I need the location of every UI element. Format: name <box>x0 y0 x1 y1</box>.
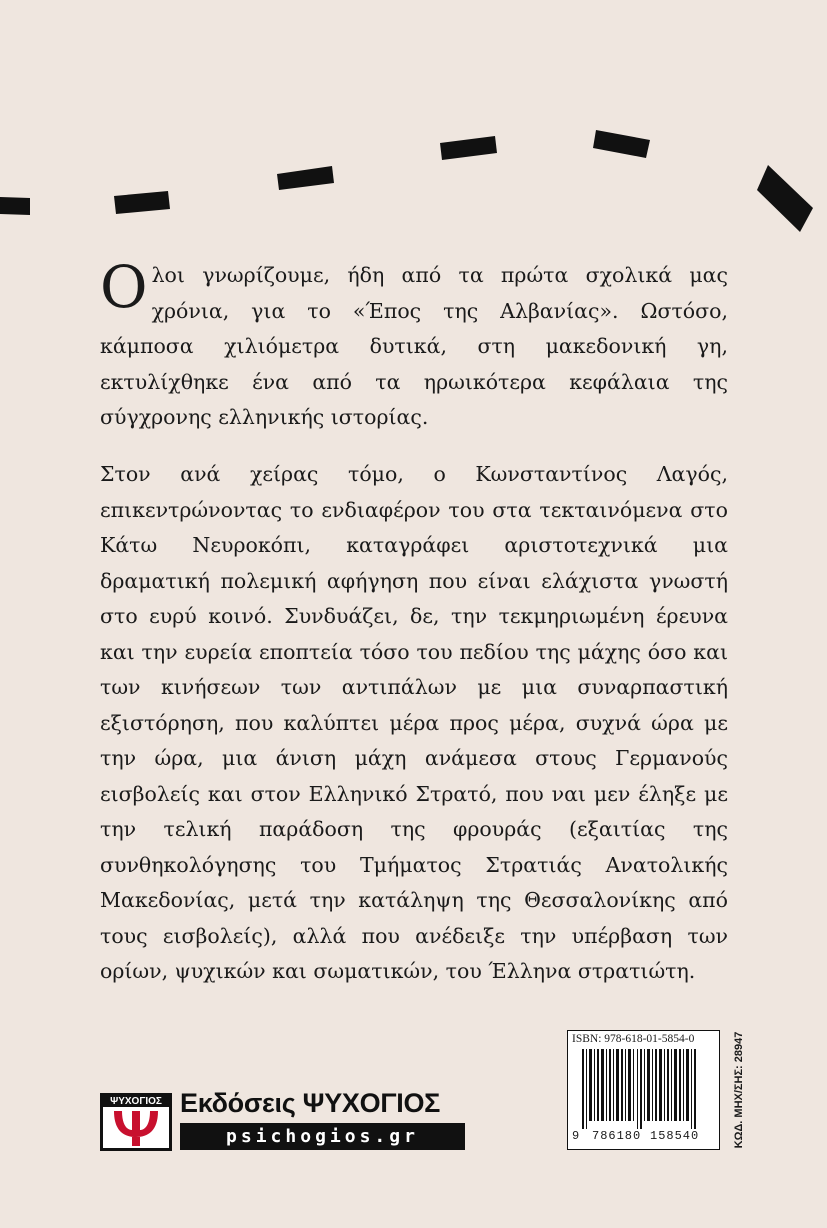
dash-2 <box>114 191 170 214</box>
publisher-logo-icon <box>100 1093 172 1151</box>
barcode-icon <box>572 1049 715 1129</box>
dash-5 <box>593 130 650 158</box>
publisher-name: Εκδόσεις ΨΥΧΟΓΙΟΣ <box>180 1088 441 1118</box>
dash-3 <box>277 166 334 190</box>
dashed-trail-decoration <box>0 0 827 260</box>
barcode-digits-left: 786180 <box>592 1129 642 1143</box>
drop-cap: Ο <box>100 253 148 321</box>
product-code-text: ΚΩΔ. ΜΗΧ/ΣΗΣ: 28947 <box>733 1031 745 1149</box>
dash-6 <box>757 165 813 232</box>
dash-4 <box>440 136 497 160</box>
dash-1 <box>0 197 30 215</box>
description-paragraph-2: Στον ανά χείρας τόμο, ο Κωνσταντίνος Λαγός, επικεντρώνοντας το ενδιαφέρον του στα τεκταινόμενα στο Κάτω Νευροκόπι, καταγράφει αριστοτεχνικά μια δραματική πολεμική αφήγηση που είναι ελάχιστα γνωστή στο ευρύ κοινό. Συνδυάζει, δε, την τεκμηριωμένη έρευνα και την ευρεία εποπτεία τόσο του πεδίου της μάχης όσο και των κινήσεων των αντιπάλων με μια συναρπαστική εξιστόρηση, που καλύπτει μέρα προς μέρα, συχνά ώρα με την ώρα, μια άνιση μάχη ανάμεσα στους Γερμανούς εισβολείς και στον Ελληνικό Στρατό, που ναι μεν έληξε με την τελική παράδοση της φρουράς (εξαιτίας της συνθηκολόγησης του Τμήματος Στρατιάς Ανατολικής Μακεδονίας, μετά την κατάληψη της Θεσσαλονίκης από τους εισβολείς), αλλά που ανέδειξε την υπέρβαση των ορίων, ψυχικών και σωματικών, του Έλληνα στρατιώτη. <box>100 462 728 983</box>
barcode-digit-lead: 9 <box>572 1129 581 1143</box>
barcode-digits-right: 158540 <box>650 1129 700 1143</box>
product-code <box>730 1030 748 1150</box>
paragraph-1-text: λοι γνωρίζουμε, ήδη από τα πρώτα σχολικά μας χρόνια, για το «Έπος της Αλβανίας». Ωστόσο, κάμποσα χιλιόμετρα δυτικά, στη μακεδονική γη, εκτυλίχθηκε ένα από τα ηρωικότερα κεφάλαια της σύγχρονης ελληνικής ιστορίας. <box>100 263 728 429</box>
description-paragraph-1 <box>100 253 728 436</box>
isbn-label: ISBN: 978-618-01-5854-0 <box>572 1033 695 1045</box>
logo-emblem-text: ΨΥΧΟΓΙΟΣ <box>110 1096 162 1107</box>
isbn-barcode-box <box>567 1030 720 1150</box>
publisher-website: psichogios.gr <box>180 1123 465 1150</box>
